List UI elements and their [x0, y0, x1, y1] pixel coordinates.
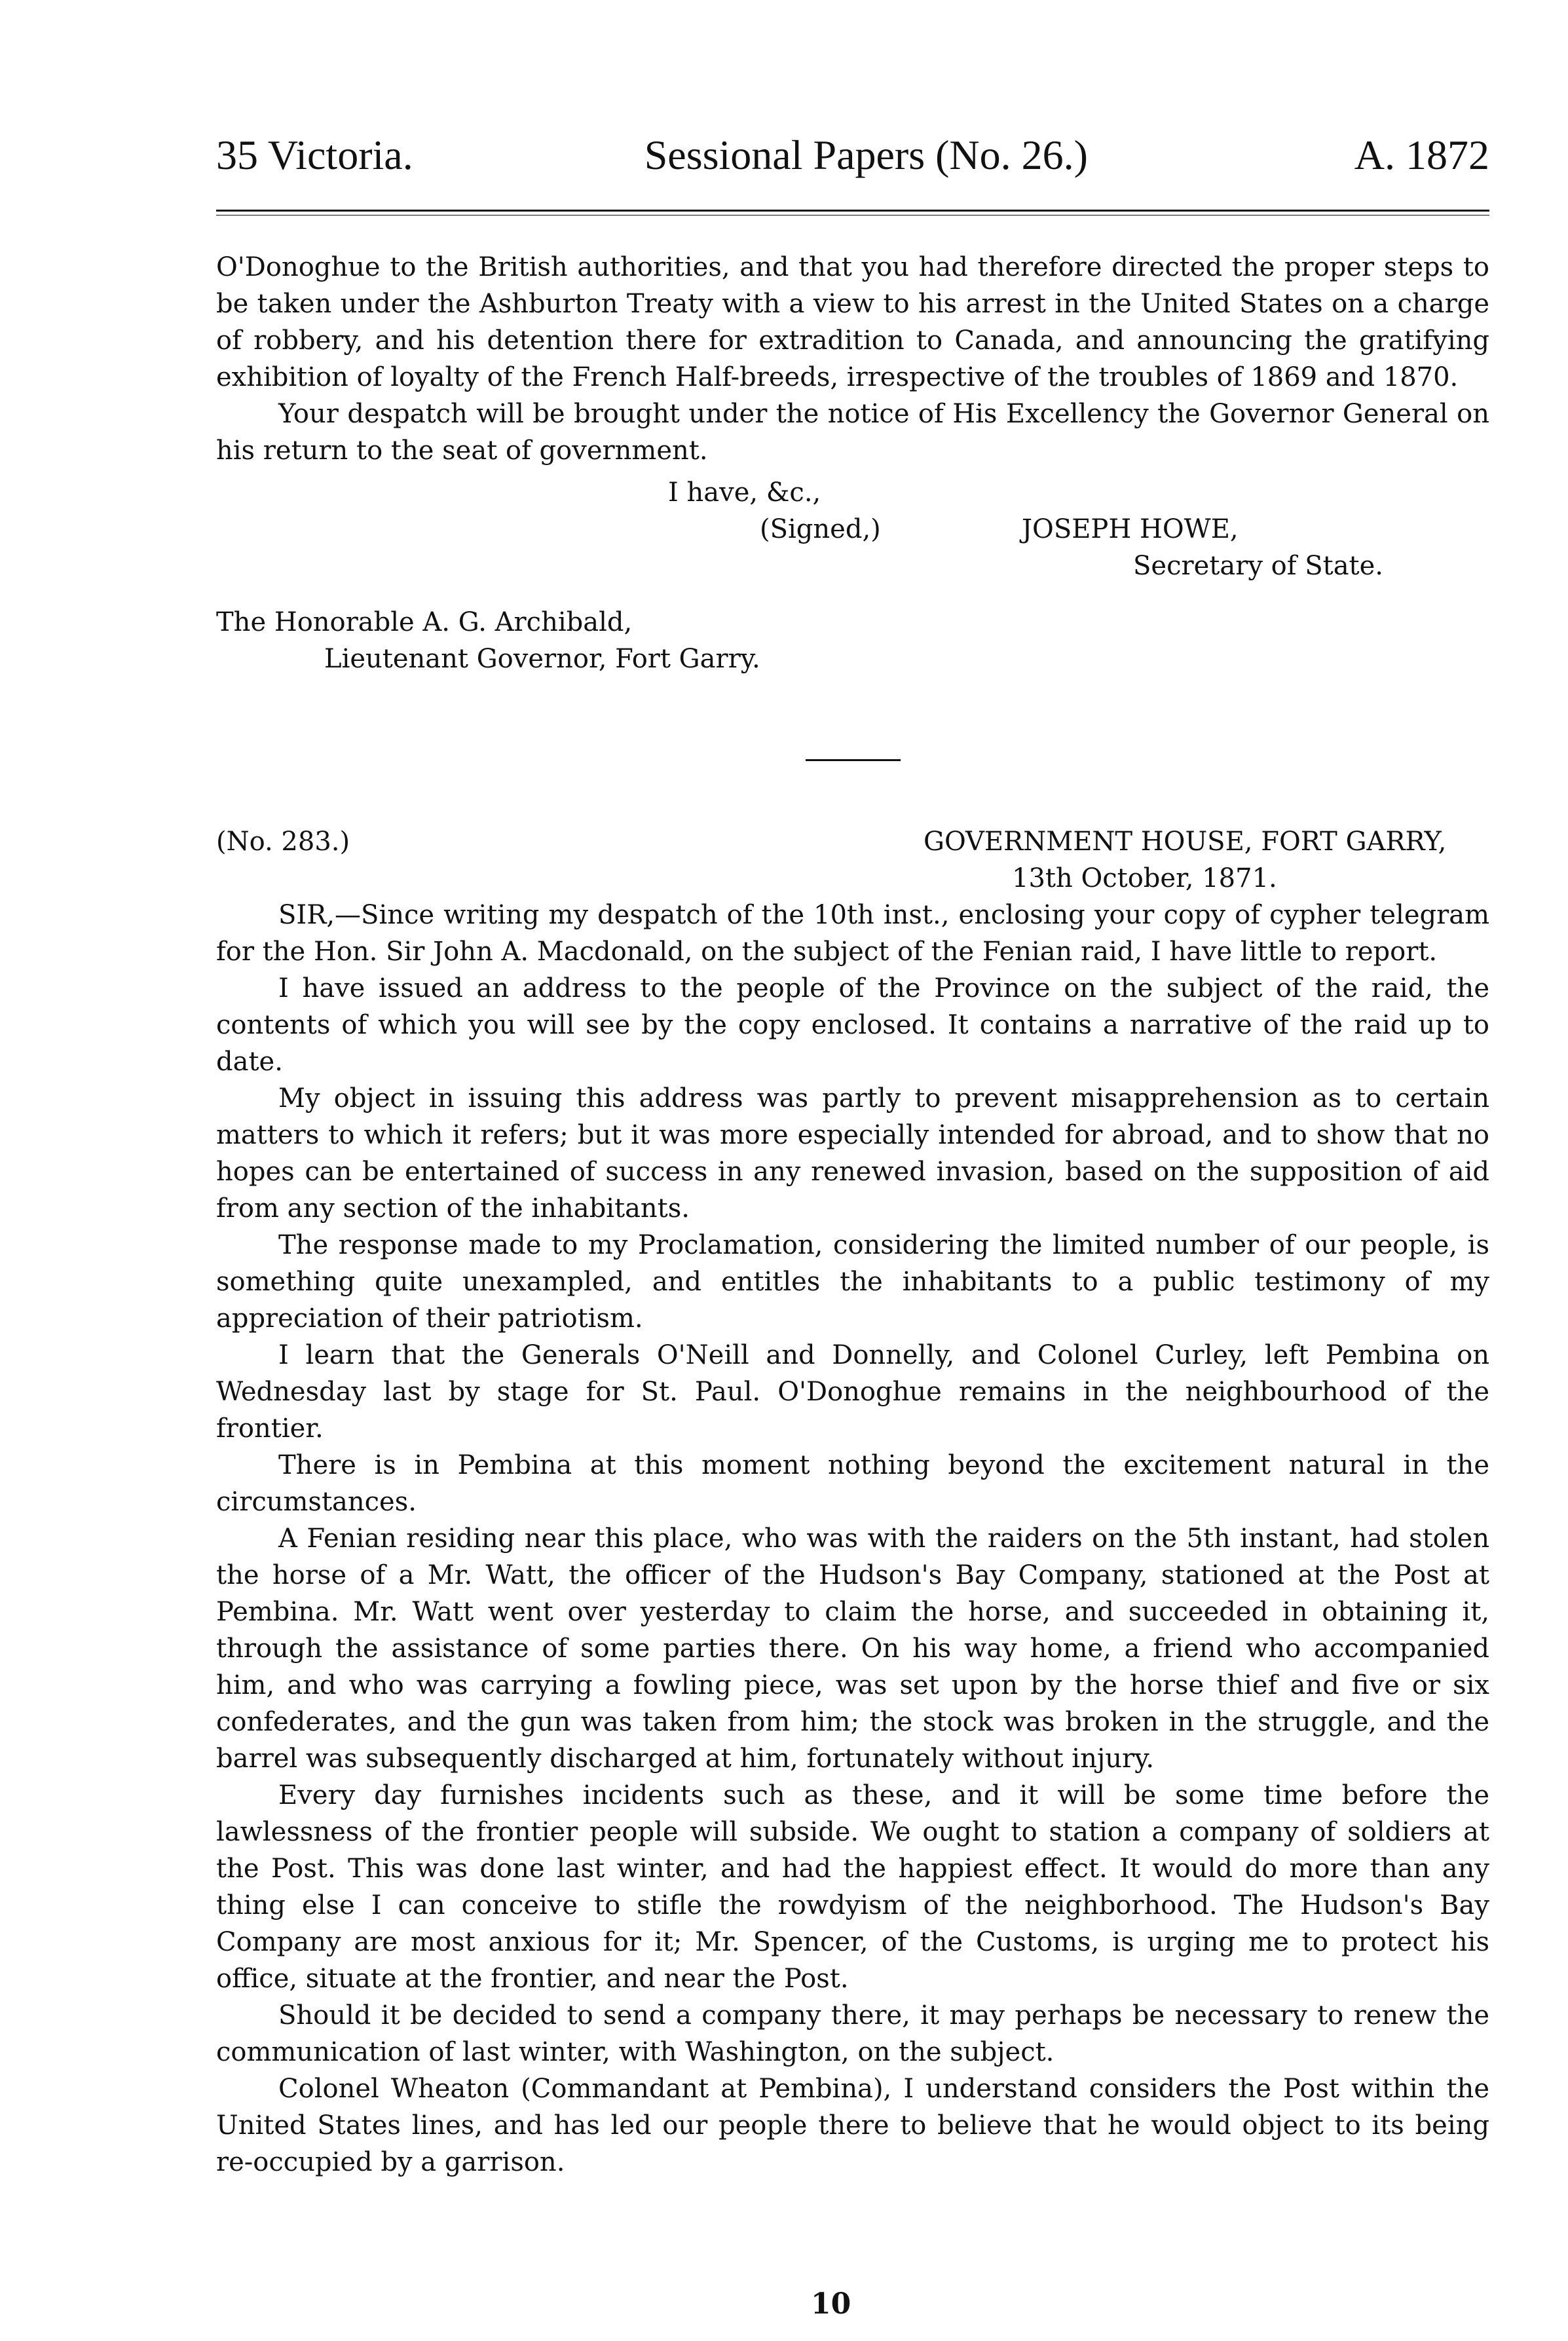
second-letter-paragraph-10: Colonel Wheaton (Commandant at Pembina), I understand considers the Post within the United States lines, and has led our people there to believe that he would object to its being re-occupied by a garrison. — [216, 2074, 1489, 2177]
year-label: A. 1872 — [1354, 132, 1489, 178]
despatch-date: 13th October, 1871. — [1012, 863, 1277, 893]
second-letter-paragraph-3: My object in issuing this address was partly to prevent misapprehension as to certain matters to which it refers; but it was more especially intended for abroad, and to show that no hopes can be entertained of success in any renewed invasion, based on the supposition of aid from any section of the inhabitants. — [216, 1083, 1489, 1224]
despatch-heading — [216, 823, 1489, 897]
header-rule — [216, 210, 1489, 212]
addressee-name: The Honorable A. G. Archibald, — [216, 607, 633, 637]
signed-label: (Signed,) — [760, 514, 881, 544]
closing-phrase: I have, &c., — [668, 478, 821, 508]
second-letter-paragraph-9: Should it be decided to send a company there, it may perhaps be necessary to renew the communication of last winter, with Washington, on the subject. — [216, 2000, 1489, 2067]
sessional-papers-title: Sessional Papers (No. 26.) — [644, 132, 1088, 178]
section-separator — [806, 759, 901, 761]
first-letter-paragraph-2: Your despatch will be brought under the notice of His Excellency the Governor General on his return to the seat of government. — [216, 399, 1489, 466]
document-body — [216, 249, 1489, 2181]
signatory-name: JOSEPH HOWE, — [1022, 514, 1239, 544]
second-letter-paragraph-1: —Since writing my despatch of the 10th inst., enclosing your copy of cypher telegram for the Hon. Sir John A. Macdonald, on the subject of the Fenian raid, I have little to report. — [216, 900, 1489, 967]
second-letter-paragraph-6: There is in Pembina at this moment nothing beyond the excitement natural in the circumstances. — [216, 1450, 1489, 1517]
page-header — [216, 126, 1489, 185]
second-letter-paragraph-5: I learn that the Generals O'Neill and Donnelly, and Colonel Curley, left Pembina on Wednesday last by stage for St. Paul. O'Donoghue remains in the neighbourhood of the frontier. — [216, 1340, 1489, 1444]
salutation: SIR, — [278, 900, 335, 930]
first-letter — [216, 249, 1489, 677]
second-letter-paragraph-8: Every day furnishes incidents such as these, and it will be some time before the lawlessness of the frontier people will subside. We ought to station a company of soldiers at the Post. This was done last winter, and had the happiest effect. It would do more than any thing else I can conceive to stifle the rowdyism of the neighborhood. The Hudson's Bay Company are most anxious for it; Mr. Spencer, of the Customs, is urging me to protect his office, situate at the frontier, and near the Post. — [216, 1780, 1489, 1994]
despatch-place: GOVERNMENT HOUSE, FORT GARRY, — [924, 827, 1447, 857]
first-letter-addressee — [216, 604, 1489, 677]
second-letter-paragraph-2: I have issued an address to the people of the Province on the subject of the raid, the contents of which you will see by the copy enclosed. It contains a narrative of the raid up to date. — [216, 973, 1489, 1077]
page-number: 10 — [811, 2287, 851, 2321]
second-letter-opening-paragraph — [216, 897, 1489, 970]
despatch-number: (No. 283.) — [216, 827, 350, 857]
addressee-title: Lieutenant Governor, Fort Garry. — [324, 644, 760, 674]
first-letter-signature-block — [216, 474, 1489, 592]
second-letter-paragraph-7: A Fenian residing near this place, who was with the raiders on the 5th instant, had stolen the horse of a Mr. Watt, the officer of the Hudson's Bay Company, stationed at the Post at Pembina. Mr. Watt went over yesterday to claim the horse, and succeeded in obtaining it, through the assistance of some parties there. On his way home, a friend who accompanied him, and who was carrying a fowling piece, was set upon by the horse thief and five or six confederates, and the gun was taken from him; the stock was broken in the struggle, and the barrel was subsequently discharged at him, fortunately without injury. — [216, 1524, 1489, 1774]
signatory-title: Secretary of State. — [1133, 551, 1384, 581]
second-letter-paragraph-4: The response made to my Proclamation, considering the limited number of our people, is something quite unexampled, and entitles the inhabitants to a public testimony of my appreciation of their patriotism. — [216, 1230, 1489, 1334]
first-letter-paragraph-1: O'Donoghue to the British authorities, and that you had therefore directed the proper steps to be taken under the Ashburton Treaty with a view to his arrest in the United States on a charge of robbery, and his detention there for extradition to Canada, and announcing the gratifying exhibition of loyalty of the French Half-breeds, irrespective of the troubles of 1869 and 1870. — [216, 252, 1489, 392]
second-letter — [216, 823, 1489, 2181]
volume-label: 35 Victoria. — [216, 132, 413, 178]
